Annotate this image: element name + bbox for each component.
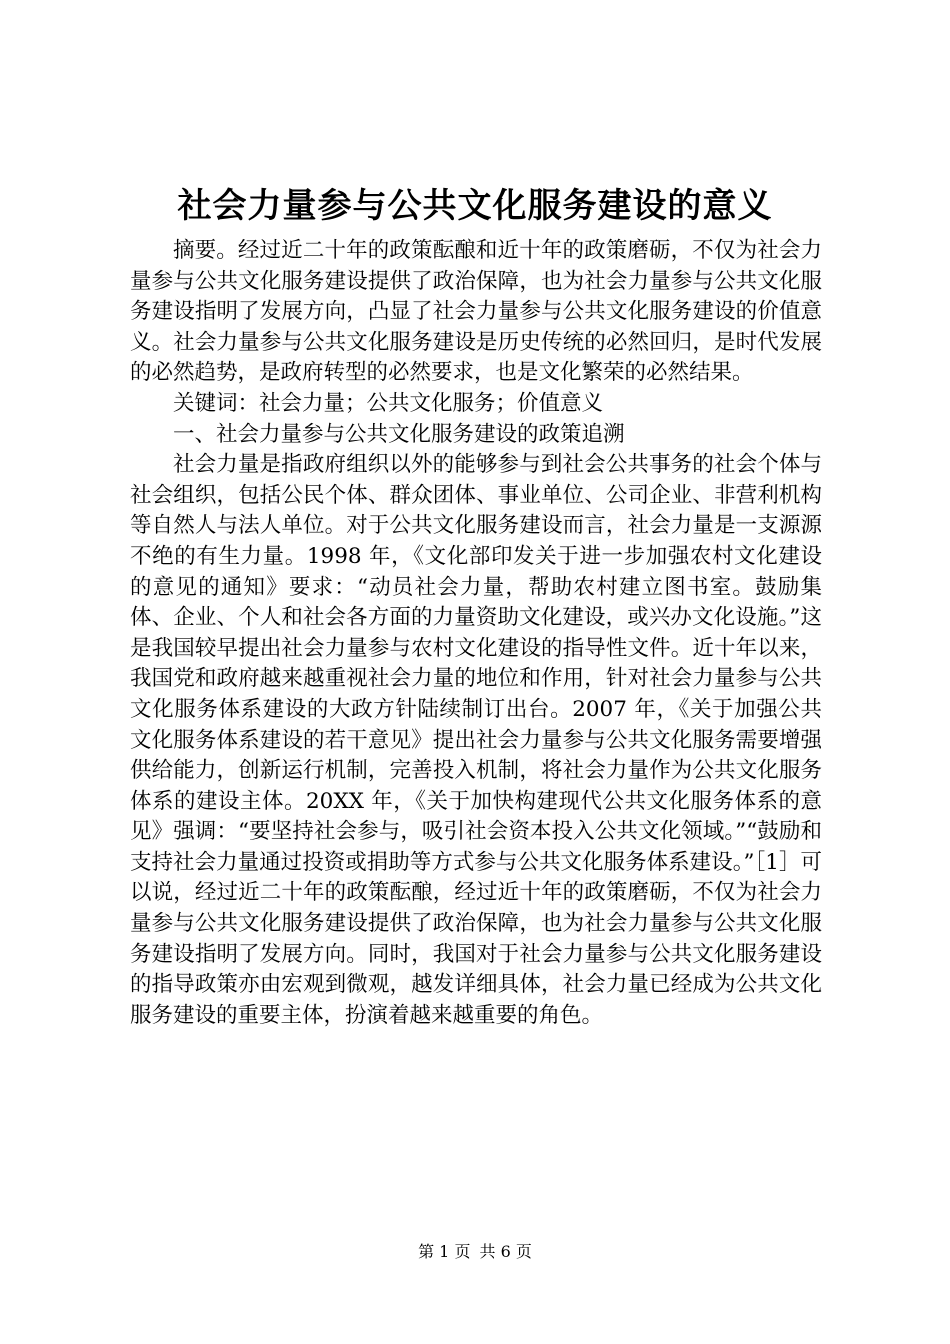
page-footer: [0, 1242, 950, 1262]
document-body: [130, 236, 822, 1031]
page-number: 第 1 页: [418, 1242, 471, 1261]
document-title: 社会力量参与公共文化服务建设的意义: [177, 186, 773, 226]
section-heading: 一、社会力量参与公共文化服务建设的政策追溯: [173, 421, 625, 447]
keywords-paragraph: 关键词：社会力量；公共文化服务；价值意义: [173, 390, 604, 416]
body-paragraph: 社会力量是指政府组织以外的能够参与到社会公共事务的社会个体与社会组织，包括公民个体、群众团体、事业单位、公司企业、非营利机构等自然人与法人单位。对于公共文化服务建设而言，社会力量是一支源源不绝的有生力量。1998 年，《文化部印发关于进一步加强农村文化建设的意见的通知》要求：“动员社会力量，帮助农村建立图书室。鼓励集体、企业、个人和社会各方面的力量资助文化建设，或兴办文化设施。”这是我国较早提出社会力量参与农村文化建设的指导性文件。近十年以来，我国党和政府越来越重视社会力量的地位和作用，针对社会力量参与公共文化服务体系建设的大政方针陆续制订出台。2007 年，《关于加强公共文化服务体系建设的若干意见》提出社会力量参与公共文化服务需要增强供给能力，创新运行机制，完善投入机制，将社会力量作为公共文化服务体系的建设主体。20XX 年，《关于加快构建现代公共文化服务体系的意见》强调：“要坚持社会参与，吸引社会资本投入公共文化领域。”“鼓励和支持社会力量通过投资或捐助等方式参与公共文化服务体系建设。”［1］可以说，经过近二十年的政策酝酿，经过近十年的政策磨砺，不仅为社会力量参与公共文化服务建设提供了政治保障，也为社会力量参与公共文化服务建设指明了发展方向。同时，我国对于社会力量参与公共文化服务建设的指导政策亦由宏观到微观，越发详细具体，社会力量已经成为公共文化服务建设的重要主体，扮演着越来越重要的角色。: [130, 452, 822, 1028]
page-total: 共 6 页: [479, 1242, 532, 1261]
abstract-paragraph: 摘要。经过近二十年的政策酝酿和近十年的政策磨砺，不仅为社会力量参与公共文化服务建设提供了政治保障，也为社会力量参与公共文化服务建设指明了发展方向，凸显了社会力量参与公共文化服务建设的价值意义。社会力量参与公共文化服务建设是历史传统的必然回归，是时代发展的必然趋势，是政府转型的必然要求，也是文化繁荣的必然结果。: [130, 238, 822, 386]
